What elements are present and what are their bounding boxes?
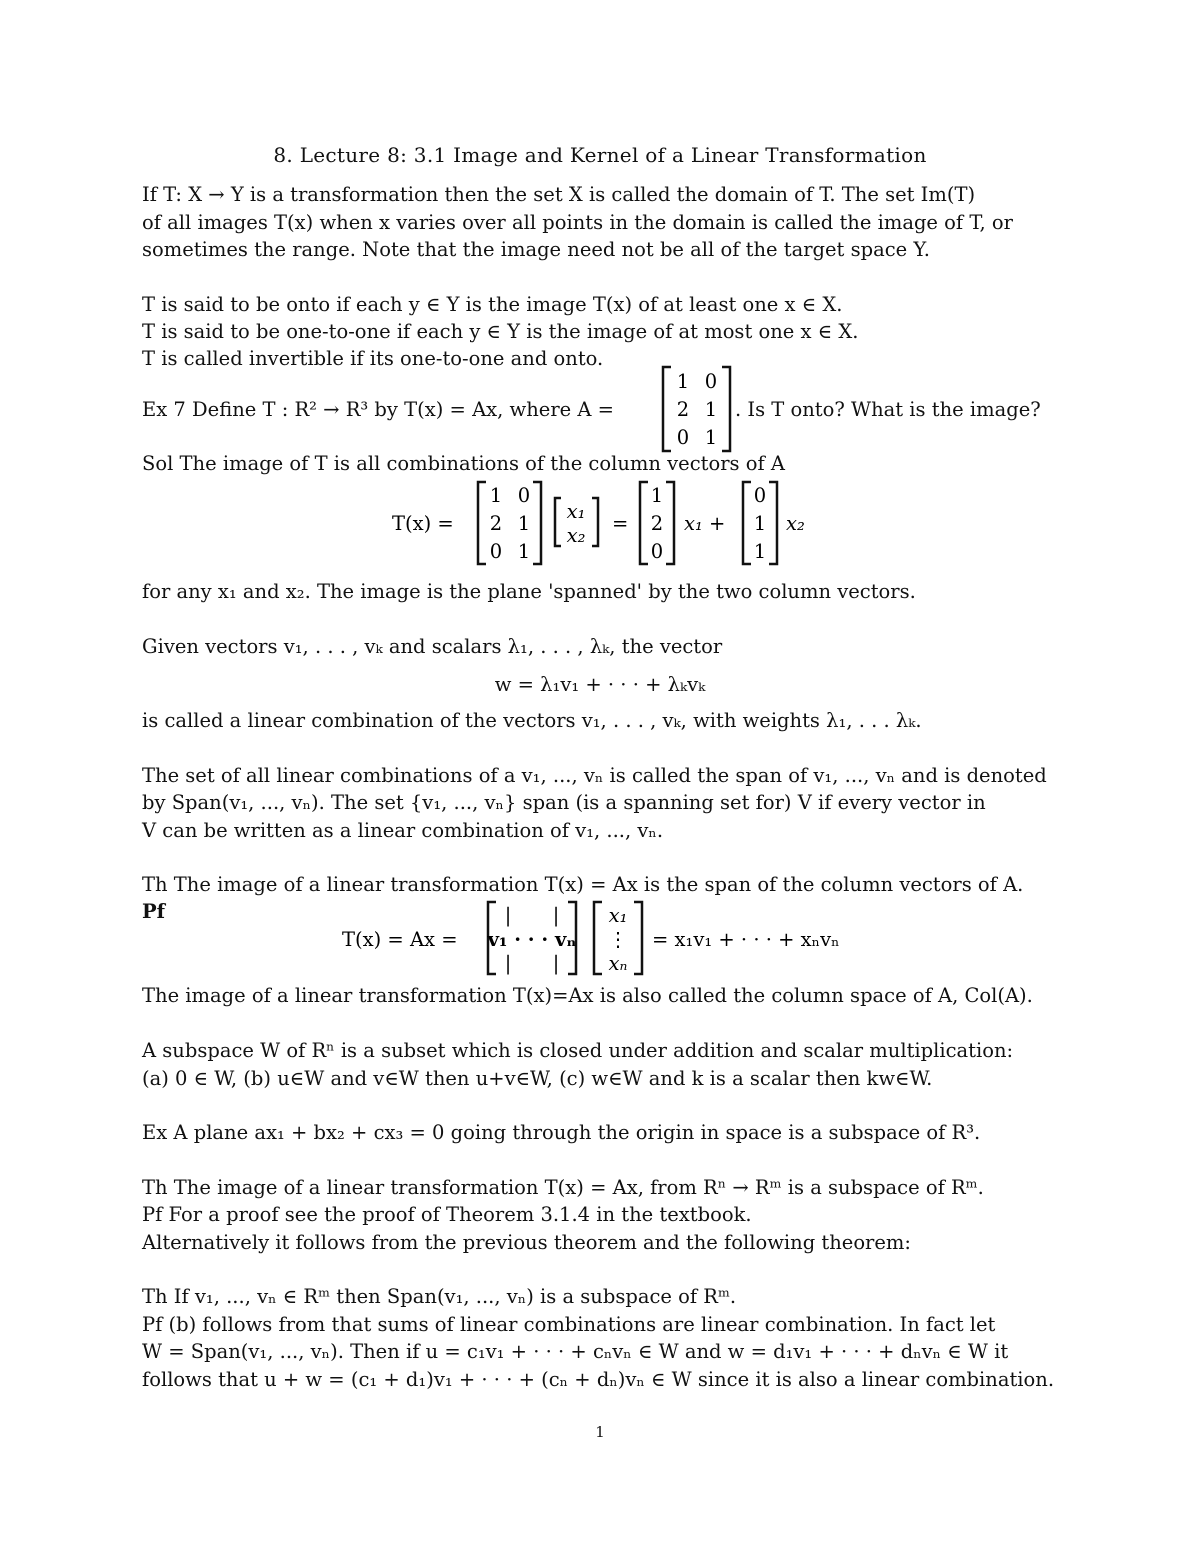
matrix-entry: 1 [489, 484, 503, 507]
matrix-a-entry: 0 [676, 426, 690, 449]
vector-entry: ⋮ [608, 928, 628, 951]
paragraph-line: is called a linear combination of the vectors v₁, . . . , vₖ, with weights λ₁, . . . λₖ. [142, 709, 922, 732]
column-entry: 2 [650, 512, 664, 535]
vector-entry: x₂ [566, 524, 586, 547]
paragraph-line: The image of a linear transformation T(x)=Ax is also called the column space of A, Col(A). [142, 984, 1033, 1007]
theorem-line: Th The image of a linear transformation T(x) = Ax is the span of the column vectors of A. [142, 873, 1024, 896]
solution-equation [0, 478, 1200, 568]
paragraph-line: Given vectors v₁, . . . , vₖ and scalars λ₁, . . . , λₖ, the vector [142, 635, 723, 658]
matrix-columns: v₁ · · · vₙ [487, 928, 577, 951]
equals-sign: = [612, 512, 629, 535]
paragraph-line: W = Span(v₁, ..., vₙ). Then if u = c₁v₁ + · · · + cₙvₙ ∈ W and w = d₁v₁ + · · · + dₙvₙ ∈ W it [142, 1340, 1009, 1363]
paragraph-line: sometimes the range. Note that the image need not be all of the target space Y. [142, 238, 930, 261]
paragraph-line: The set of all linear combinations of a v₁, ..., vₙ is called the span of v₁, ..., vₙ and is denoted [142, 764, 1047, 787]
section-heading: 8. Lecture 8: 3.1 Image and Kernel of a Linear Transformation [273, 143, 927, 167]
theorem-line: Th If v₁, ..., vₙ ∈ Rᵐ then Span(v₁, ..., vₙ) is a subspace of Rᵐ. [142, 1285, 737, 1308]
paragraph-line: by Span(v₁, ..., vₙ). The set {v₁, ..., vₙ} span (is a spanning set for) V if every vector in [142, 791, 986, 814]
matrix-entry: 1 [517, 512, 531, 535]
paragraph-line: If T: X → Y is a transformation then the set X is called the domain of T. The set Im(T) [142, 183, 976, 206]
matrix-entry: 0 [517, 484, 531, 507]
page-number: 1 [595, 1423, 605, 1441]
paragraph-line: V can be written as a linear combination of v₁, ..., vₙ. [142, 819, 664, 842]
column-entry: 1 [753, 540, 767, 563]
matrix-bar: | [552, 904, 560, 927]
vector-entry: x₁ [608, 904, 628, 927]
vector-entry: x₁ [566, 500, 586, 523]
proof-equation [0, 898, 1200, 978]
matrix-a-entry: 1 [704, 398, 718, 421]
matrix-entry: 1 [517, 540, 531, 563]
proof-line: Pf (b) follows from that sums of linear combinations are linear combination. In fact let [142, 1313, 996, 1336]
equation-lhs: T(x) = Ax = [342, 928, 458, 951]
matrix-bar: | [552, 952, 560, 975]
example-7-prefix: Ex 7 Define T : R² → R³ by T(x) = Ax, where A = [142, 398, 615, 421]
proof-line: Pf For a proof see the proof of Theorem 3.1.4 in the textbook. [142, 1203, 752, 1226]
equation-lhs: T(x) = [392, 512, 454, 535]
column-entry: 0 [753, 484, 767, 507]
definition-invertible: T is called invertible if its one-to-one and onto. [142, 347, 604, 370]
matrix-bar: | [504, 904, 512, 927]
solution-line: Sol The image of T is all combinations of the column vectors of A [142, 452, 785, 475]
proof-label: Pf [142, 900, 166, 923]
paragraph-line: Alternatively it follows from the previous theorem and the following theorem: [142, 1231, 911, 1254]
theorem-line: Th The image of a linear transformation T(x) = Ax, from Rⁿ → Rᵐ is a subspace of Rᵐ. [142, 1176, 984, 1199]
definition-one-to-one: T is said to be one-to-one if each y ∈ Y is the image of at most one x ∈ X. [142, 320, 859, 343]
matrix-bar: | [504, 952, 512, 975]
paragraph-line: of all images T(x) when x varies over all points in the domain is called the image of T, or [142, 211, 1013, 234]
column-entry: 1 [650, 484, 664, 507]
paragraph-line: A subspace W of Rⁿ is a subset which is closed under addition and scalar multiplication: [142, 1039, 1014, 1062]
linear-combination-equation: w = λ₁v₁ + · · · + λₖvₖ [494, 673, 706, 696]
matrix-entry: 2 [489, 512, 503, 535]
matrix-a-entry: 2 [676, 398, 690, 421]
example-7-suffix: . Is T onto? What is the image? [735, 398, 1041, 421]
matrix-a-entry: 1 [704, 426, 718, 449]
matrix-entry: 0 [489, 540, 503, 563]
coefficient: x₂ [786, 512, 805, 535]
column-entry: 0 [650, 540, 664, 563]
paragraph-line: for any x₁ and x₂. The image is the plane 'spanned' by the two column vectors. [142, 580, 916, 603]
paragraph-line: (a) 0 ∈ W, (b) u∈W and v∈W then u+v∈W, (c) w∈W and k is a scalar then kw∈W. [142, 1067, 933, 1090]
example-line: Ex A plane ax₁ + bx₂ + cx₃ = 0 going through the origin in space is a subspace of R³. [142, 1121, 981, 1144]
column-entry: 1 [753, 512, 767, 535]
vector-entry: xₙ [608, 952, 628, 975]
coefficient: x₁ + [684, 512, 726, 535]
matrix-a-entry: 0 [704, 370, 718, 393]
definition-onto: T is said to be onto if each y ∈ Y is the image T(x) of at least one x ∈ X. [142, 293, 843, 316]
equation-rhs: = x₁v₁ + · · · + xₙvₙ [652, 928, 840, 951]
matrix-a-entry: 1 [676, 370, 690, 393]
paragraph-line: follows that u + w = (c₁ + d₁)v₁ + · · · + (cₙ + dₙ)vₙ ∈ W since it is also a linear combination. [142, 1368, 1055, 1391]
